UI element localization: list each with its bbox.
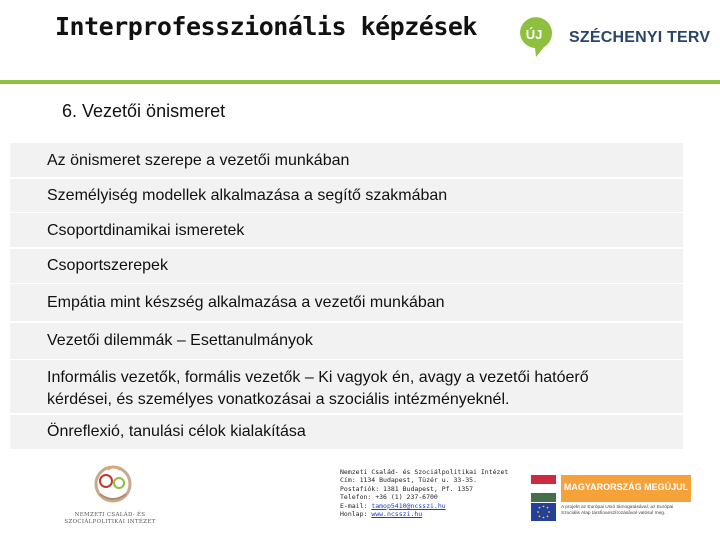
contact-email-row	[340, 502, 508, 510]
contact-phone: Telefon: +36 (1) 237-6700	[340, 493, 438, 502]
list-item	[10, 284, 683, 321]
contact-postal: Postafiók: 1381 Budapest, Pf. 1357	[340, 484, 474, 493]
banner-title: MAGYARORSZÁG MEGÚJUL	[563, 482, 689, 492]
topic-list	[10, 143, 683, 450]
header-divider	[0, 80, 720, 84]
list-item-text: Önreflexió, tanulási célok kialakítása	[47, 423, 306, 440]
list-item	[10, 143, 683, 177]
list-item	[10, 323, 683, 359]
list-item	[10, 360, 683, 413]
uj-badge-icon	[514, 15, 564, 59]
szechenyi-terv-logo	[514, 15, 711, 59]
eu-support-text: A projekt az Európai Unió támogatásával, az Európai Szociális Alap társfinanszírozásával valósul meg.	[561, 505, 674, 516]
contact-address: Cím: 1134 Budapest, Tüzér u. 33-35.	[340, 476, 477, 485]
list-item-text: Személyiség modellek alkalmazása a segítő szakmában	[47, 186, 448, 204]
page-title: Interprofesszionális képzések	[55, 12, 477, 41]
contact-web-row	[340, 510, 508, 518]
section-title: 6. Vezetői önismeret	[62, 101, 226, 121]
eu-flag-icon	[531, 503, 556, 521]
list-item-text: Az önismeret szerepe a vezetői munkában	[47, 151, 350, 169]
contact-email-link[interactable]: tamop5410@ncsszi.hu	[371, 501, 446, 510]
list-item-text: Csoportszerepek	[47, 257, 168, 274]
list-item-text: Empátia mint készség alkalmazása a vezetői munkában	[47, 294, 445, 311]
list-item	[10, 249, 683, 283]
list-item-text: Vezetői dilemmák – Esettanulmányok	[47, 332, 313, 349]
eu-banner	[528, 473, 694, 523]
contact-web-label: Honlap:	[340, 510, 372, 519]
list-item-text: kérdései, és személyes vonatkozásai a szociális intézményeknél.	[47, 391, 510, 408]
list-item	[10, 179, 683, 212]
list-item-text: Informális vezetők, formális vezetők – Ki vagyok én, avagy a vezetői hatóerő	[47, 369, 589, 386]
contact-email-label: E-mail:	[340, 501, 372, 510]
contact-block	[340, 468, 508, 518]
list-item	[10, 415, 683, 449]
hungary-flag-icon	[531, 475, 556, 502]
brand-name: SZÉCHENYI TERV	[569, 29, 711, 46]
banner-title-box	[561, 475, 691, 502]
contact-org: Nemzeti Család- és Szociálpolitikai Intézet	[340, 468, 509, 476]
contact-web-link[interactable]: www.ncsszi.hu	[371, 510, 423, 519]
list-item	[10, 213, 683, 247]
institute-logo-caption: NEMZETI CSALÁD- ÉS SZOCIÁLPOLITIKAI INTÉZET	[64, 512, 156, 525]
brand-badge-text: ÚJ	[525, 27, 543, 42]
list-item-text: Csoportdinamikai ismeretek	[47, 221, 245, 239]
